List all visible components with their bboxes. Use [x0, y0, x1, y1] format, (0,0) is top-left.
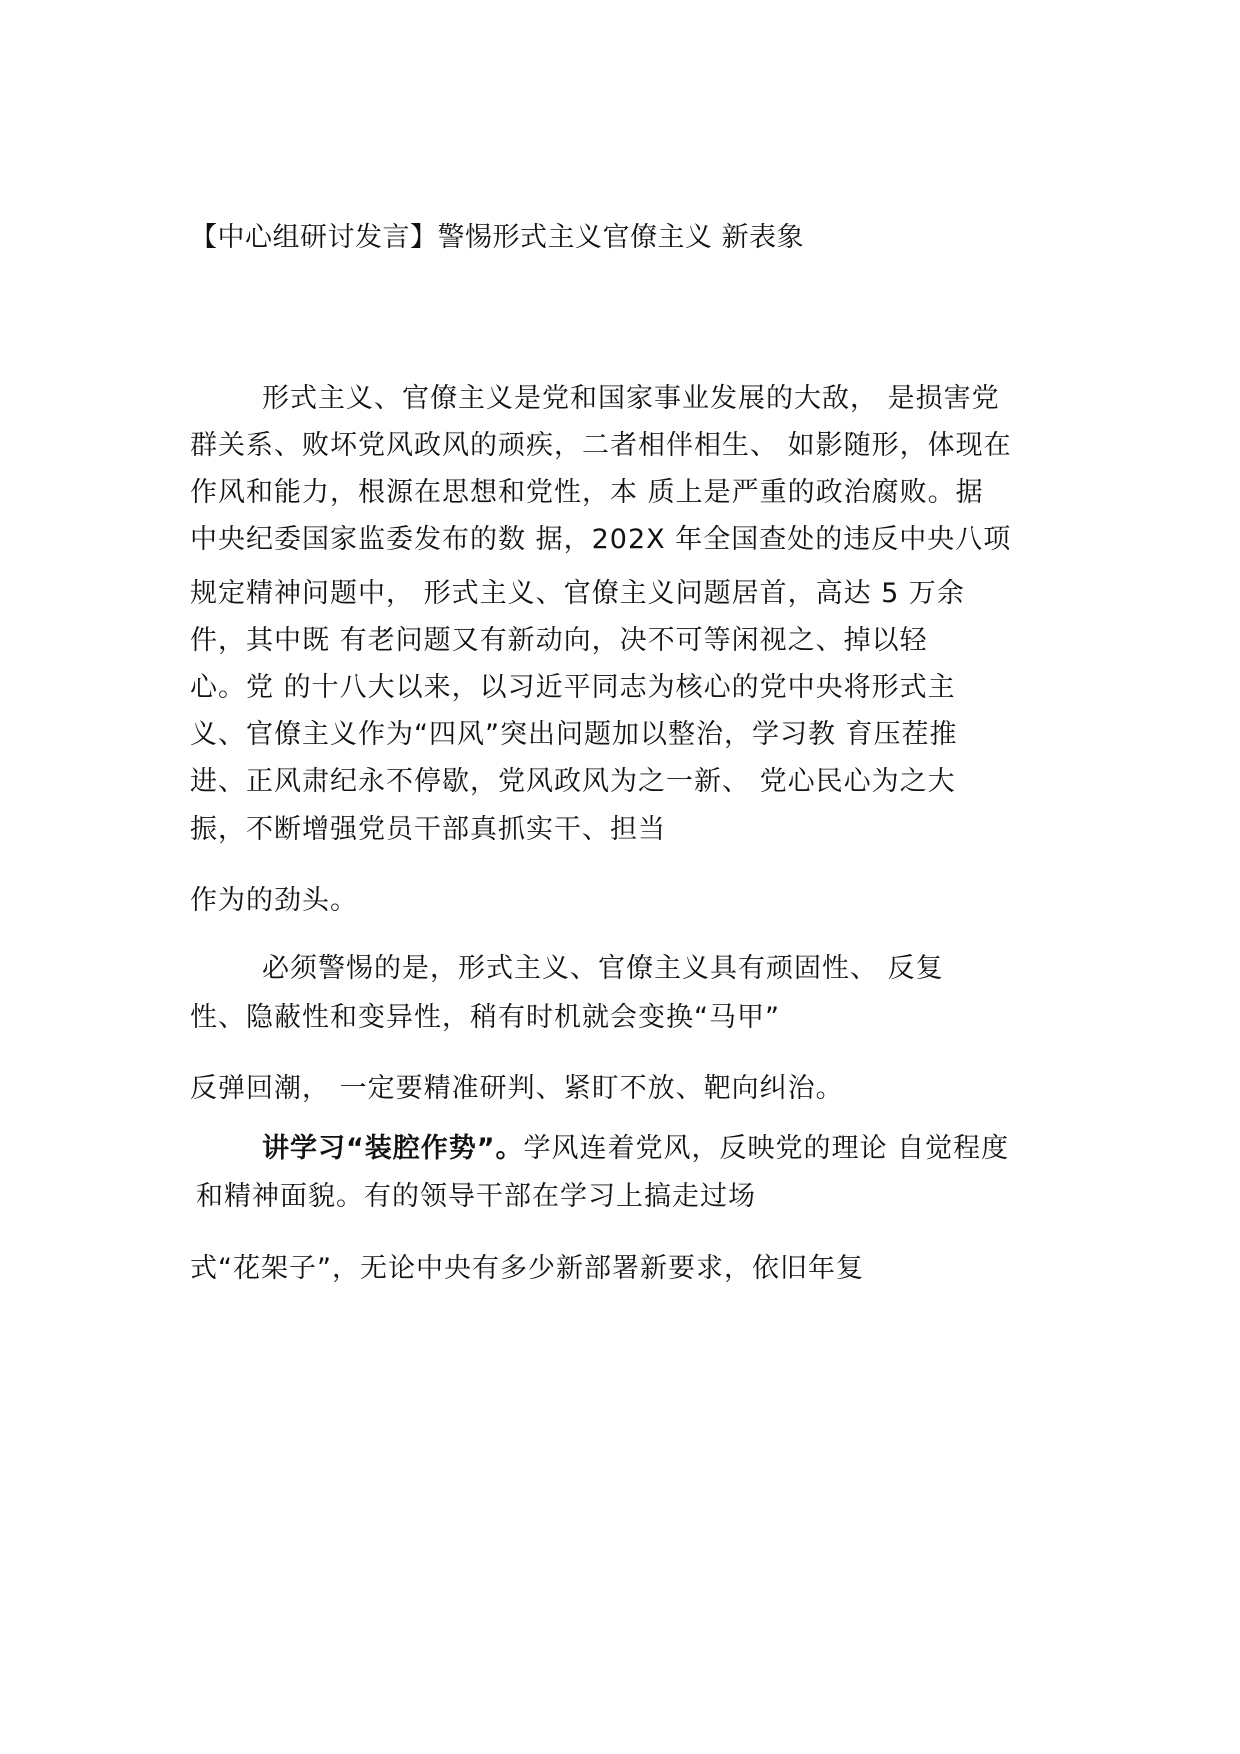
- document-title: 【中心组研讨发言】警惕形式主义官僚主义 新表象: [190, 222, 805, 253]
- paragraph-line: 中央纪委国家监委发布的数 据，202X 年全国查处的违反中央八项: [190, 524, 1012, 555]
- paragraph-line: 进、正风肃纪永不停歇，党风政风为之一新、 党心民心为之大: [190, 766, 956, 797]
- paragraph-line: 形式主义、官僚主义是党和国家事业发展的大敌， 是损害党: [262, 383, 1000, 414]
- paragraph-line: 规定精神问题中， 形式主义、官僚主义问题居首，高达 5 万余: [190, 578, 965, 609]
- paragraph-line: 心。党 的十八大以来，以习近平同志为核心的党中央将形式主: [190, 672, 956, 703]
- paragraph-line: 必须警惕的是，形式主义、官僚主义具有顽固性、 反复: [262, 953, 944, 984]
- paragraph-line: 振，不断增强党员干部真抓实干、担当: [190, 814, 666, 845]
- paragraph-line: 和精神面貌。有的领导干部在学习上搞走过场: [196, 1181, 756, 1212]
- paragraph-line: 性、隐蔽性和变异性，稍有时机就会变换“马甲”: [190, 1002, 780, 1033]
- paragraph-line: 式“花架子”，无论中央有多少新部署新要求，依旧年复: [190, 1253, 864, 1284]
- paragraph-line: 义、官僚主义作为“四风”突出问题加以整治，学习教 育压茬推: [190, 719, 958, 750]
- paragraph-line-with-heading: [262, 1129, 1009, 1169]
- paragraph-line: 群关系、败坏党风政风的顽疾，二者相伴相生、 如影随形，体现在: [190, 430, 1012, 461]
- paragraph-text: 学风连着党风，反映党的理论 自觉程度: [523, 1133, 1010, 1164]
- paragraph-line: 反弹回潮， 一定要精准研判、紧盯不放、靶向纠治。: [190, 1073, 844, 1104]
- paragraph-line: 件，其中既 有老问题又有新动向，决不可等闲视之、掉以轻: [190, 625, 928, 656]
- paragraph-line: 作风和能力，根源在思想和党性，本 质上是严重的政治腐败。据: [190, 477, 984, 508]
- bold-heading: 讲学习“装腔作势”。: [262, 1133, 524, 1164]
- paragraph-line: 作为的劲头。: [190, 885, 358, 916]
